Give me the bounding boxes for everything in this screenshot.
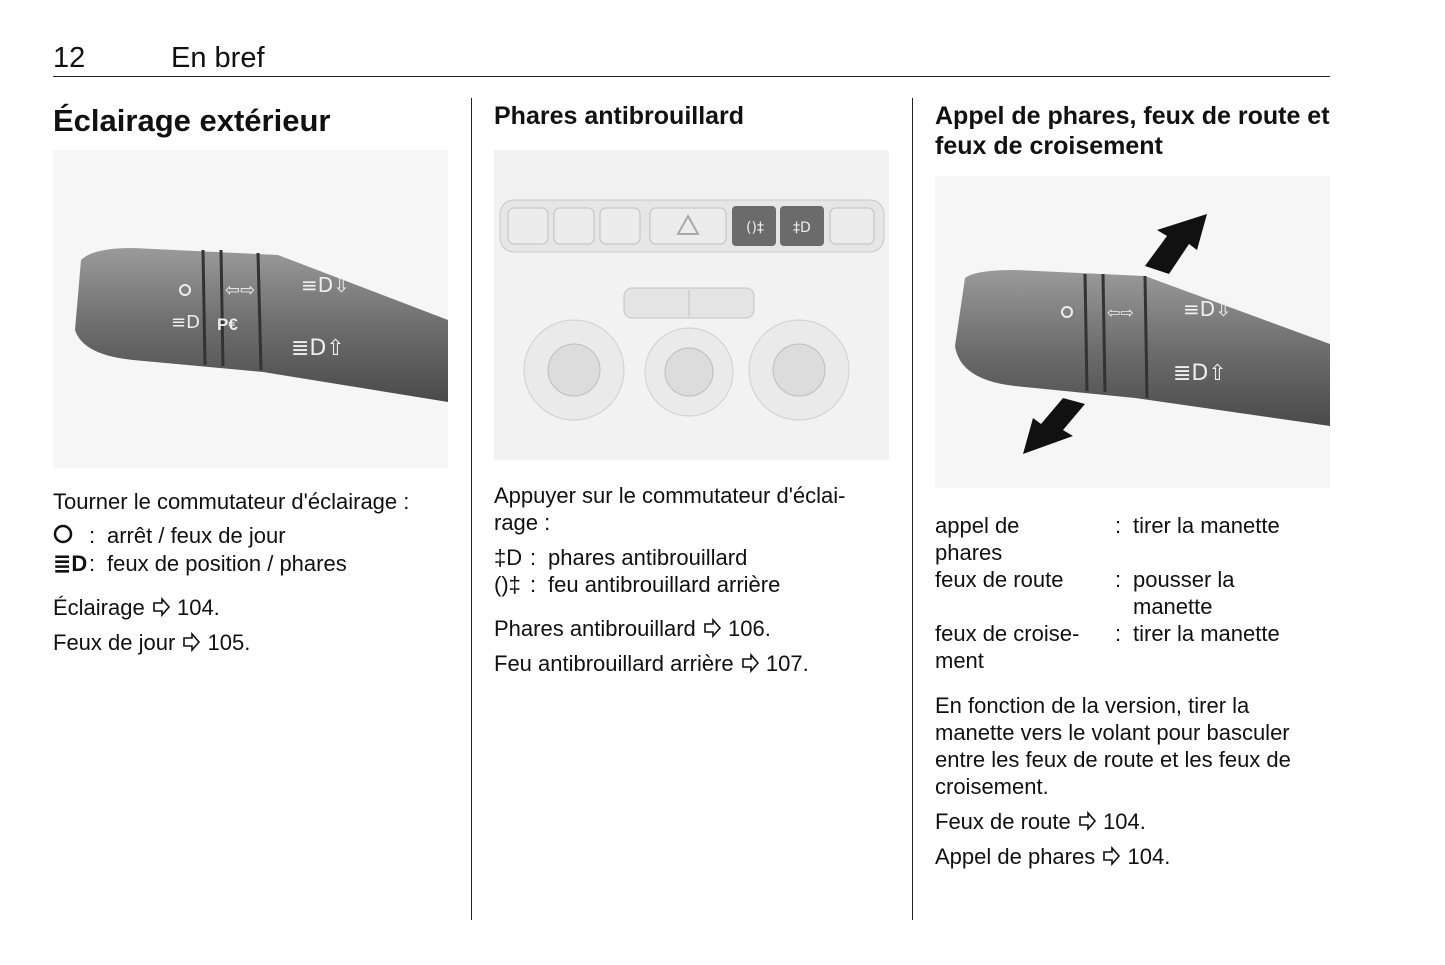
term: appel de phares xyxy=(935,513,1020,565)
page-header xyxy=(53,42,1330,77)
turn-signal-icon: ⇦⇨ xyxy=(225,280,256,301)
column-divider xyxy=(471,98,472,920)
beam-definition-list: appel de phares : tirer la manette feux de route : pousser la manette feux de croise- ment : tirer la manette xyxy=(935,512,1335,674)
page-reference-icon xyxy=(1101,846,1121,866)
turn-signal-icon: ⇦⇨ xyxy=(1107,303,1134,322)
item-label: feux de position / phares xyxy=(107,551,347,576)
push-arrow-icon xyxy=(1145,214,1207,274)
definition: tirer la manette xyxy=(1133,621,1280,646)
headlight-icon: ≣D xyxy=(53,551,88,576)
page-reference-icon xyxy=(740,653,760,673)
item-label: feu antibrouillard arrière xyxy=(548,572,781,597)
version-note: En fonction de la version, tirer la manette vers le volant pour basculer entre les feux de route et les feux de croisement. xyxy=(935,693,1291,799)
cross-reference: Feux de jour 105. xyxy=(53,630,251,655)
definition: pousser la manette xyxy=(1133,567,1235,619)
cross-reference: Éclairage 104. xyxy=(53,595,220,620)
cross-reference: Appel de phares 104. xyxy=(935,844,1171,869)
beam-lever-illustration xyxy=(935,176,1330,488)
parking-light-icon: ≡D xyxy=(171,312,200,333)
pull-arrow-icon xyxy=(1023,398,1085,454)
item-label: phares antibrouillard xyxy=(548,545,748,570)
item-label: arrêt / feux de jour xyxy=(107,523,286,548)
light-switch-illustration xyxy=(53,150,448,468)
fog-light-panel-illustration xyxy=(494,150,889,460)
off-circle-icon xyxy=(53,522,89,550)
low-beam-pull-icon: ≣D⇧ xyxy=(1173,361,1227,386)
list-item: ‡D : phares antibrouillard xyxy=(494,545,748,570)
front-fog-light-icon: ‡D xyxy=(494,545,523,570)
list-item: ≣D : feux de position / phares xyxy=(53,551,347,576)
term: feux de route xyxy=(935,567,1064,592)
column-divider xyxy=(912,98,913,920)
term: feux de croise- ment xyxy=(935,621,1080,673)
cross-reference: Feu antibrouillard arrière 107. xyxy=(494,651,809,676)
page-number: 12 xyxy=(53,42,86,74)
cross-reference: Feux de route 104. xyxy=(935,809,1146,834)
low-beam-pull-icon: ≣D⇧ xyxy=(291,336,345,361)
cross-reference: Phares antibrouillard 106. xyxy=(494,616,771,641)
heading-fog-lights: Phares antibrouillard xyxy=(494,102,745,130)
parking-label: P€ xyxy=(217,315,238,334)
rear-fog-light-icon: ()‡ xyxy=(494,572,521,597)
high-beam-push-icon: ≡D⇩ xyxy=(301,273,350,297)
column-exterior-lighting xyxy=(53,98,453,655)
svg-text:‡D: ‡D xyxy=(793,220,811,236)
list-item: ()‡ : feu antibrouillard arrière xyxy=(494,572,781,597)
page-reference-icon xyxy=(181,632,201,652)
list-item: : arrêt / feux de jour xyxy=(53,522,453,550)
high-beam-push-icon: ≡D⇩ xyxy=(1183,297,1232,321)
intro-text: Tourner le commutateur d'éclairage : xyxy=(53,489,410,514)
svg-text:()‡: ()‡ xyxy=(746,220,764,236)
column-fog-lights xyxy=(494,98,894,676)
page-reference-icon xyxy=(702,618,722,638)
column-high-low-beam xyxy=(935,98,1335,869)
intro-text: Appuyer sur le commutateur d'éclai- rage : xyxy=(494,483,846,535)
page-reference-icon xyxy=(151,597,171,617)
page-reference-icon xyxy=(1077,811,1097,831)
section-title: En bref xyxy=(171,42,265,74)
heading-high-low-beam: Appel de phares, feux de route et feux de croisement xyxy=(935,102,1330,160)
heading-exterior-lighting: Éclairage extérieur xyxy=(53,103,331,138)
definition: tirer la manette xyxy=(1133,513,1280,538)
